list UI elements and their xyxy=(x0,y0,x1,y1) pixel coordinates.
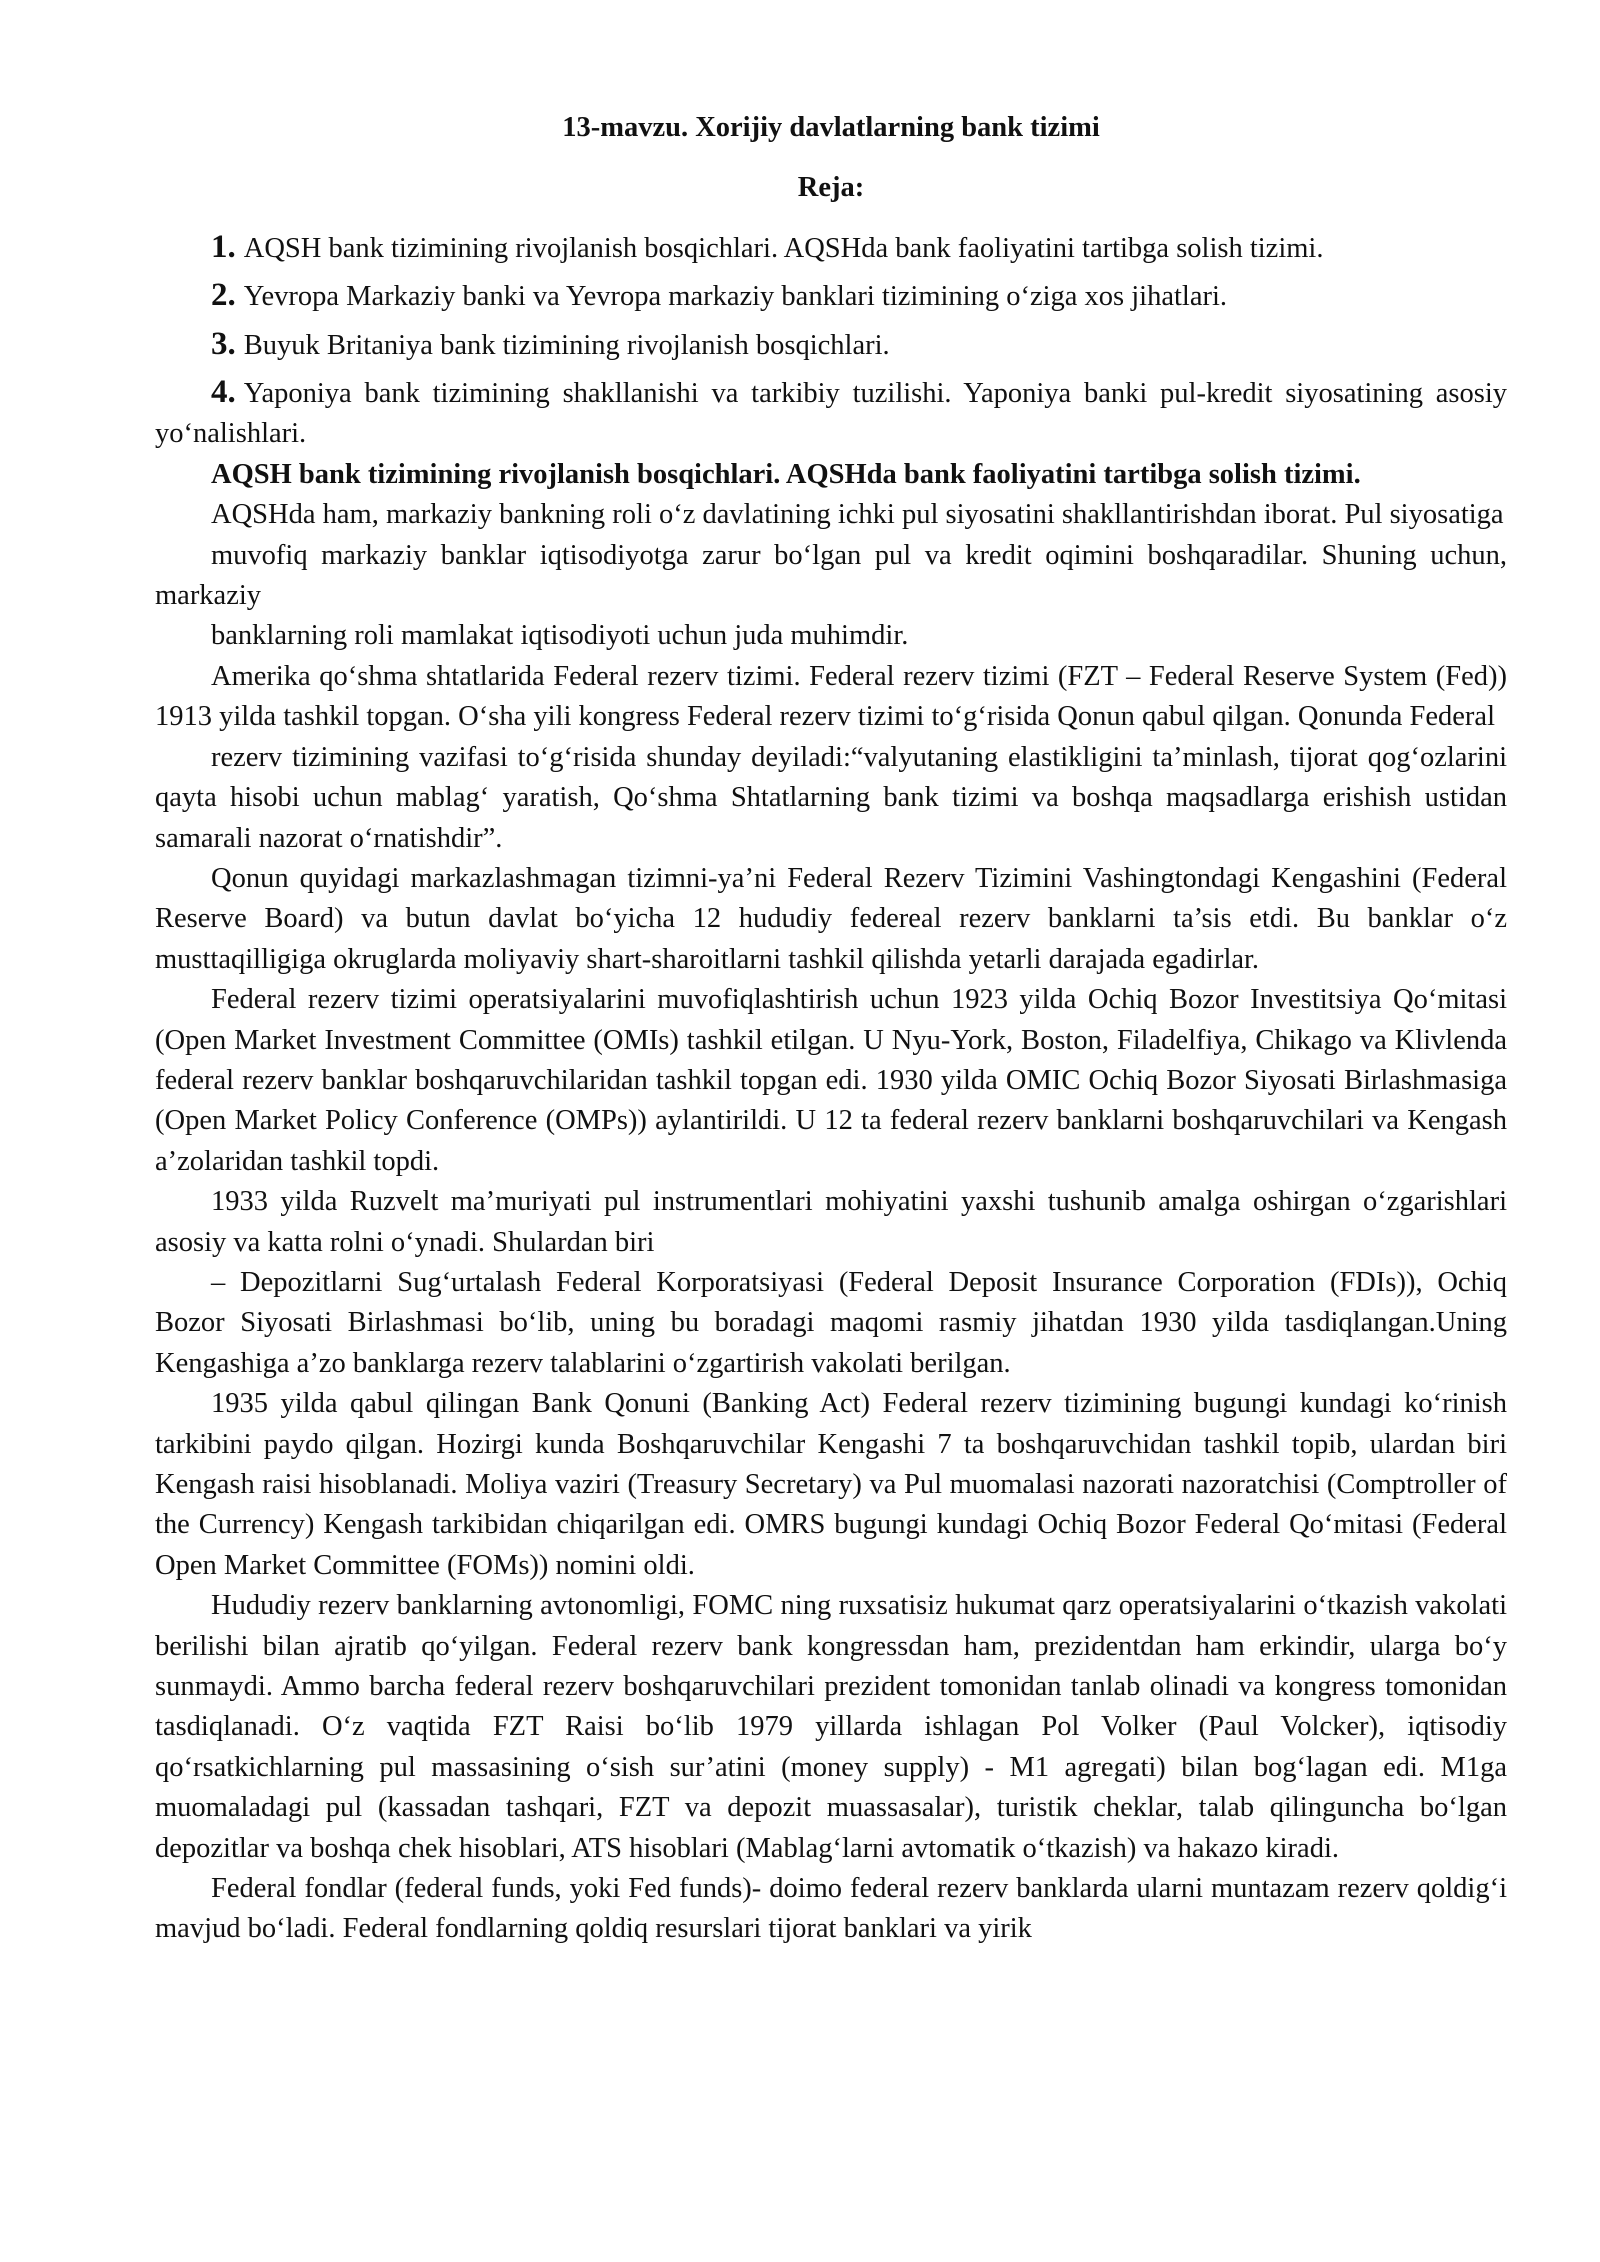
plan-item xyxy=(155,227,1507,269)
body-paragraph: Qonun quyidagi markazlashmagan tizimni-ya’ni Federal Rezerv Tizimini Vashingtondagi Kengashini (Federal Reserve Board) va butun davlat bo‘yicha 12 hududiy federeal rezerv banklarni ta’sis etdi. Bu banklar o‘z musttaqilligiga okruglarda moliyaviy shart-sharoitlarni tashkil qilishda yetarli darajada egadirlar. xyxy=(155,862,1507,975)
body-paragraph: Federal rezerv tizimi operatsiyalarini muvofiqlashtirish uchun 1923 yilda Ochiq Bozor Investitsiya Qo‘mitasi (Open Market Investment Committee (OMIs) tashkil etilgan. U Nyu-York, Boston, Filadelfiya, Chikago va Klivlenda federal rezerv banklar boshqaruvchilaridan tashkil topgan edi. 1930 yilda OMIC Ochiq Bozor Siyosati Birlashmasiga (Open Market Policy Conference (OMPs)) aylantirildi. U 12 ta federal rezerv banklarni boshqaruvchilari va Kengash a’zolaridan tashkil topdi. xyxy=(155,984,1507,1177)
body-paragraph: 1935 yilda qabul qilingan Bank Qonuni (Banking Act) Federal rezerv tizimining bugungi kundagi ko‘rinish tarkibini paydo qilgan. Hozirgi kunda Boshqaruvchilar Kengashi 7 ta boshqaruvchidan tashkil topib, ulardan biri Kengash raisi hisoblanadi. Moliya vaziri (Treasury Secretary) va Pul muomalasi nazorati nazoratchisi (Comptroller of the Currency) Kengash tarkibidan chiqarilgan edi. OMRS bugungi kundagi Ochiq Bozor Federal Qo‘mitasi (Federal Open Market Committee (FOMs)) nomini oldi. xyxy=(155,1388,1507,1581)
body-paragraph: muvofiq markaziy banklar iqtisodiyotga zarur bo‘lgan pul va kredit oqimini boshqaradilar. Shuning uchun, markaziy xyxy=(155,539,1507,612)
body-paragraph: 1933 yilda Ruzvelt ma’muriyati pul instrumentlari mohiyatini yaxshi tushunib amalga oshirgan o‘zgarishlari asosiy va katta rolni o‘ynadi. Shulardan biri xyxy=(155,1186,1507,1258)
plan-item-text: Buyuk Britaniya bank tizimining rivojlanish bosqichlari. xyxy=(243,329,890,361)
body-paragraph: rezerv tizimining vazifasi to‘g‘risida shunday deyiladi:“valyutaning elastikligini ta’minlash, tijorat qog‘ozlarini qayta hisobi uchun mablag‘ yaratish, Qo‘shma Shtatlarning bank tizimi va boshqa maqsadlarga erishish ustidan samarali nazorat o‘rnatishdir”. xyxy=(155,741,1507,854)
plan-item xyxy=(155,372,1507,455)
plan-item-number: 4. xyxy=(211,374,236,411)
section-heading: AQSH bank tizimining rivojlanish bosqichlari. AQSHda bank faoliyatini tartibga solish tizimi. xyxy=(211,458,1361,490)
body-paragraph: Hududiy rezerv banklarning avtonomligi, FOMC ning ruxsatisiz hukumat qarz operatsiyalarini o‘tkazish vakolati berilishi bilan ajratib qo‘yilgan. Federal rezerv bank kongressdan ham, prezidentdan ham erkindir, ularga bo‘y sunmaydi. Ammo barcha federal rezerv boshqaruvchilari prezident tomonidan tanlab olinadi va kongress tomonidan tasdiqlanadi. O‘z vaqtida FZT Raisi bo‘lib 1979 yillarda ishlagan Pol Volker (Paul Volcker), iqtisodiy qo‘rsatkichlarning pul massasining o‘sish sur’atini (money supply) - M1 agregati) bilan bog‘lagan edi. M1ga muomaladagi pul (kassadan tashqari, FZT va depozit muassasalar), turistik cheklar, talab qilinguncha bo‘lgan depozitlar va boshqa chek hisoblari, ATS hisoblari (Mablag‘larni avtomatik o‘tkazish) va hakazo kiradi. xyxy=(155,1590,1507,1864)
plan-list xyxy=(155,227,1507,455)
document-page xyxy=(155,108,1507,1950)
body-paragraph: Amerika qo‘shma shtatlarida Federal rezerv tizimi. Federal rezerv tizimi (FZT – Federal Reserve System (Fed)) 1913 yilda tashkil topgan. O‘sha yili kongress Federal rezerv tizimi to‘g‘risida Qonun qabul qilgan. Qonunda Federal xyxy=(155,660,1507,733)
plan-item-text: AQSH bank tizimining rivojlanish bosqichlari. AQSHda bank faoliyatini tartibga solish tizimi. xyxy=(243,232,1324,264)
body-paragraph: Federal fondlar (federal funds, yoki Fed funds)- doimo federal rezerv banklarda ularni muntazam rezerv qoldig‘i mavjud bo‘ladi. Federal fondlarning qoldiq resurslari tijorat banklari va yirik xyxy=(155,1873,1507,1945)
plan-item-text: Yaponiya bank tizimining shakllanishi va tarkibiy tuzilishi. Yaponiya banki pul-kredit siyosatining asosiy yo‘nalishlari. xyxy=(155,378,1507,450)
document-title: 13-mavzu. Xorijiy davlatlarning bank tizimi xyxy=(562,112,1100,143)
plan-item xyxy=(155,275,1507,317)
plan-item-number: 2. xyxy=(211,277,236,314)
plan-item-number: 1. xyxy=(211,228,236,265)
body-paragraph: – Depozitlarni Sug‘urtalash Federal Korporatsiyasi (Federal Deposit Insurance Corporation (FDIs)), Ochiq Bozor Siyosati Birlashmasi bo‘lib, uning bu boradagi maqomi rasmiy jihatdan 1930 yilda tasdiqlangan.Uning Kengashiga a’zo banklarga rezerv talablarini o‘zgartirish vakolati berilgan. xyxy=(155,1266,1507,1379)
plan-item xyxy=(155,324,1507,366)
plan-item-number: 3. xyxy=(211,325,236,362)
plan-heading: Reja: xyxy=(797,172,865,204)
plan-item-text: Yevropa Markaziy banki va Yevropa markaziy banklari tizimining o‘ziga xos jihatlari. xyxy=(243,281,1228,313)
body-paragraph: AQSHda ham, markaziy bankning roli o‘z davlatining ichki pul siyosatini shakllantirishdan iborat. Pul siyosatiga xyxy=(211,499,1504,531)
body-paragraph: banklarning roli mamlakat iqtisodiyoti uchun juda muhimdir. xyxy=(211,620,909,652)
